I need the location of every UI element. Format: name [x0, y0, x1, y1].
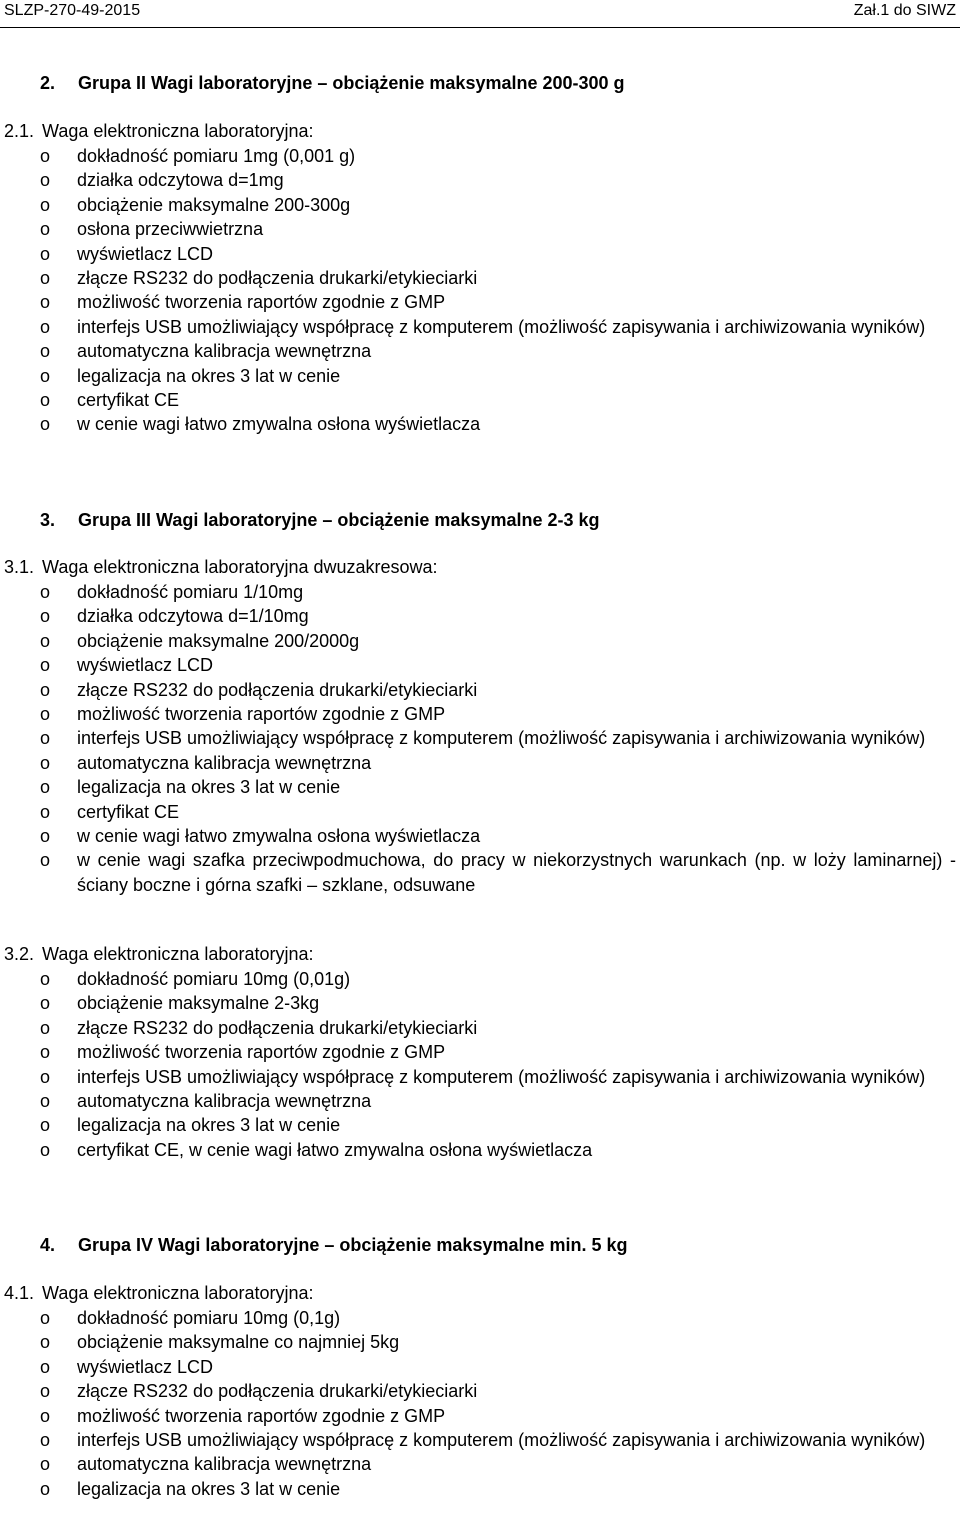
subsection-title: Waga elektroniczna laboratoryjna: — [42, 944, 314, 964]
list-item: o obciążenie maksymalne 2-3kg — [0, 991, 960, 1015]
list-item: o złącze RS232 do podłączenia drukarki/etykieciarki — [0, 266, 960, 290]
subsection-number: 4.1. — [4, 1283, 35, 1303]
list-item: o dokładność pomiaru 10mg (0,01g) — [0, 967, 960, 991]
list-item: o możliwość tworzenia raportów zgodnie z GMP — [0, 1404, 960, 1428]
subsection-number: 3.2. — [4, 944, 35, 964]
section-title: Grupa II Wagi laboratoryjne – obciążenie maksymalne 200-300 g — [78, 73, 625, 93]
list-item: o obciążenie maksymalne 200-300g — [0, 193, 960, 217]
list-item: o możliwość tworzenia raportów zgodnie z GMP — [0, 290, 960, 314]
document-reference: SLZP-270-49-2015 — [4, 2, 141, 19]
list-item: o wyświetlacz LCD — [0, 242, 960, 266]
subsection-title: Waga elektroniczna laboratoryjna dwuzakresowa: — [42, 557, 438, 577]
item-list-3-1 — [0, 580, 960, 897]
list-item: o działka odczytowa d=1/10mg — [0, 604, 960, 628]
list-item: o interfejs USB umożliwiający współpracę z komputerem (możliwość zapisywania i archiwizowania wyników) — [0, 1065, 960, 1089]
list-item: o obciążenie maksymalne co najmniej 5kg — [0, 1330, 960, 1354]
item-list-4-1 — [0, 1306, 960, 1501]
list-item: o certyfikat CE, w cenie wagi łatwo zmywalna osłona wyświetlacza — [0, 1138, 960, 1162]
list-item: o możliwość tworzenia raportów zgodnie z GMP — [0, 1040, 960, 1064]
list-item: o automatyczna kalibracja wewnętrzna — [0, 751, 960, 775]
section-number: 2. — [40, 73, 56, 93]
list-item: o możliwość tworzenia raportów zgodnie z GMP — [0, 702, 960, 726]
list-item: o dokładność pomiaru 1/10mg — [0, 580, 960, 604]
list-item: o działka odczytowa d=1mg — [0, 168, 960, 192]
subsection-heading-3-2 — [4, 944, 313, 965]
attachment-label: Zał.1 do SIWZ — [853, 2, 956, 19]
item-list-2-1 — [0, 144, 960, 437]
subsection-title: Waga elektroniczna laboratoryjna: — [42, 1283, 314, 1303]
list-item: o interfejs USB umożliwiający współpracę z komputerem (możliwość zapisywania i archiwizowania wyników) — [0, 726, 960, 750]
subsection-number: 3.1. — [4, 557, 35, 577]
section-heading-3 — [40, 510, 600, 531]
subsection-number: 2.1. — [4, 121, 35, 141]
list-item: o wyświetlacz LCD — [0, 1355, 960, 1379]
list-item: o w cenie wagi szafka przeciwpodmuchowa, do pracy w niekorzystnych warunkach (np. w loży laminarnej) - ściany boczne i górna szafki – szklane, odsuwane — [0, 848, 960, 897]
subsection-heading-3-1 — [4, 557, 438, 578]
list-item: o w cenie wagi łatwo zmywalna osłona wyświetlacza — [0, 412, 960, 436]
list-item: o automatyczna kalibracja wewnętrzna — [0, 339, 960, 363]
subsection-title: Waga elektroniczna laboratoryjna: — [42, 121, 314, 141]
list-item: o certyfikat CE — [0, 800, 960, 824]
list-item: o interfejs USB umożliwiający współpracę z komputerem (możliwość zapisywania i archiwizowania wyników) — [0, 315, 960, 339]
header-divider — [0, 27, 960, 28]
section-heading-4 — [40, 1235, 628, 1256]
list-item: o złącze RS232 do podłączenia drukarki/etykieciarki — [0, 1379, 960, 1403]
page-header — [0, 0, 960, 30]
subsection-heading-4-1 — [4, 1283, 313, 1304]
list-item: o legalizacja na okres 3 lat w cenie — [0, 1477, 960, 1501]
list-item: o wyświetlacz LCD — [0, 653, 960, 677]
subsection-heading-2-1 — [4, 121, 313, 142]
list-item: o legalizacja na okres 3 lat w cenie — [0, 775, 960, 799]
list-item: o legalizacja na okres 3 lat w cenie — [0, 1113, 960, 1137]
item-list-3-2 — [0, 967, 960, 1162]
list-item: o interfejs USB umożliwiający współpracę z komputerem (możliwość zapisywania i archiwizowania wyników) — [0, 1428, 960, 1452]
list-item: o certyfikat CE — [0, 388, 960, 412]
list-item: o złącze RS232 do podłączenia drukarki/etykieciarki — [0, 678, 960, 702]
list-item: o dokładność pomiaru 1mg (0,001 g) — [0, 144, 960, 168]
section-title: Grupa IV Wagi laboratoryjne – obciążenie maksymalne min. 5 kg — [78, 1235, 628, 1255]
section-title: Grupa III Wagi laboratoryjne – obciążenie maksymalne 2-3 kg — [78, 510, 600, 530]
section-heading-2 — [40, 73, 625, 94]
list-item: o osłona przeciwwietrzna — [0, 217, 960, 241]
list-item: o automatyczna kalibracja wewnętrzna — [0, 1452, 960, 1476]
list-item: o legalizacja na okres 3 lat w cenie — [0, 364, 960, 388]
list-item: o dokładność pomiaru 10mg (0,1g) — [0, 1306, 960, 1330]
list-item: o złącze RS232 do podłączenia drukarki/etykieciarki — [0, 1016, 960, 1040]
section-number: 3. — [40, 510, 56, 530]
list-item: o obciążenie maksymalne 200/2000g — [0, 629, 960, 653]
list-item: o automatyczna kalibracja wewnętrzna — [0, 1089, 960, 1113]
section-number: 4. — [40, 1235, 56, 1255]
list-item: o w cenie wagi łatwo zmywalna osłona wyświetlacza — [0, 824, 960, 848]
